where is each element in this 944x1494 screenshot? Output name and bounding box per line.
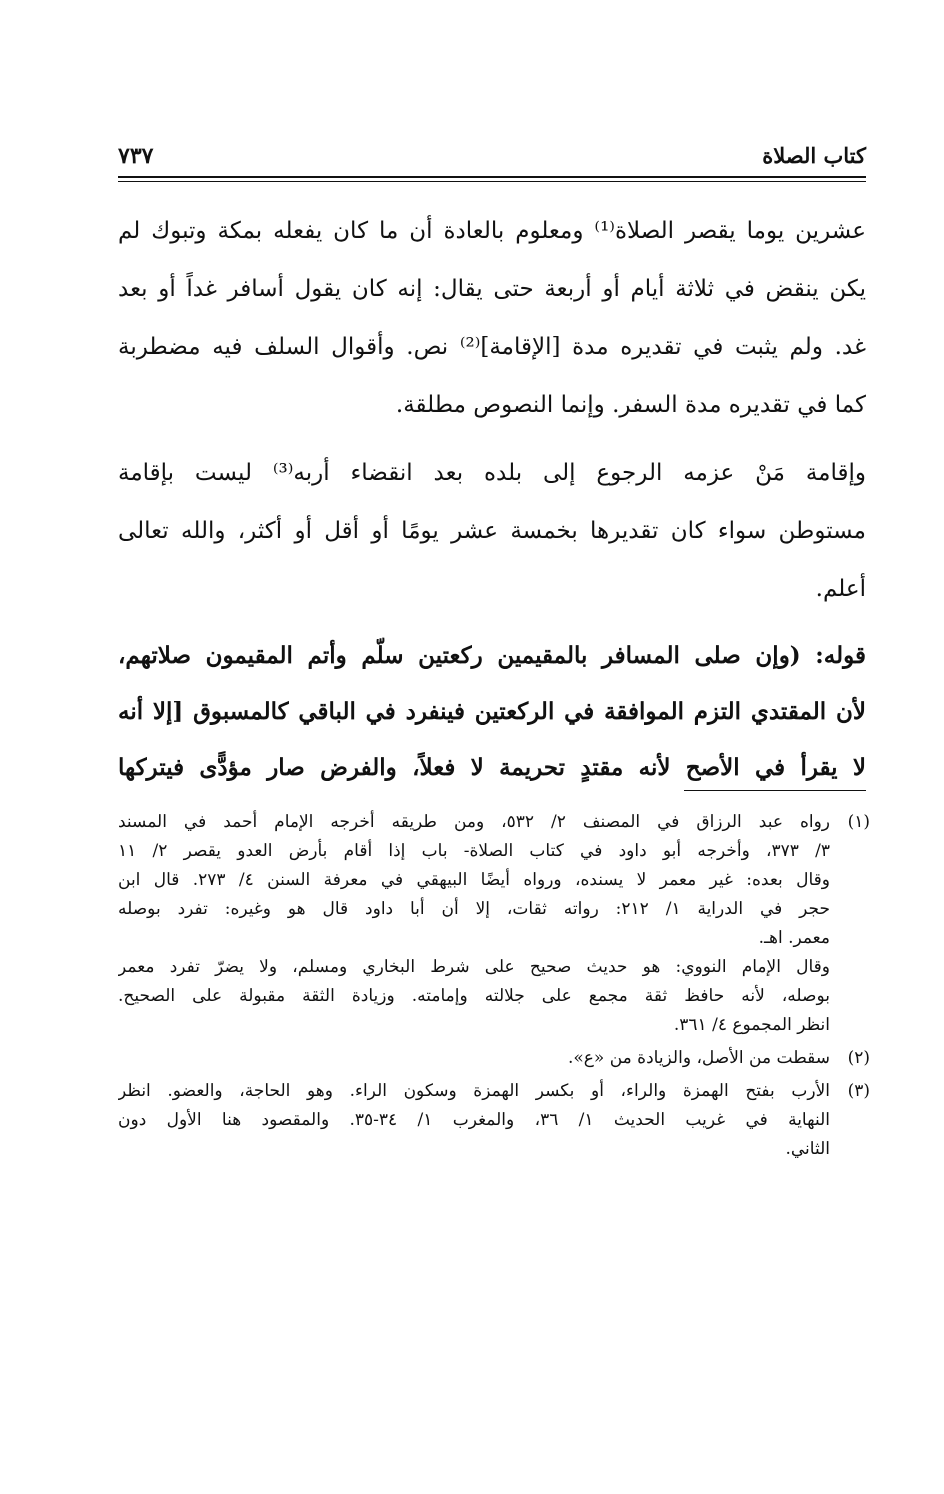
footnote-line: وقال بعده: غير معمر لا يسنده، ورواه أيضًا البيهقي في معرفة السنن ٤/ ٢٧٣. قال ابن [118, 870, 830, 890]
text-line: مستوطن سواء كان تقديرها بخمسة عشر يومًا أو أقل أو أكثر، والله تعالى [118, 518, 866, 544]
paragraph-1 [118, 202, 866, 434]
text-line: يكن ينقض في ثلاثة أيام أو أربعة حتى يقال: إنه كان يقول أسافر غداً أو بعد [118, 276, 866, 302]
page-number: ٧٣٧ [118, 143, 154, 169]
footnote-number: (١) [847, 812, 870, 832]
footnote-line: حجر في الدراية ١/ ٢١٢: رواته ثقات، إلا أن أبا داود قال هو وغيره: تفرد بوصله [118, 899, 830, 919]
footnote-line: وقال الإمام النووي: هو حديث صحيح على شرط البخاري ومسلم، ولا يضرّ تفرد معمر [118, 957, 830, 977]
footnote-2 [118, 1044, 870, 1073]
main-text [118, 202, 866, 796]
footnote-line: انظر المجموع ٤/ ٣٦١. [673, 1015, 830, 1035]
footnote-line: معمر. اهـ. [758, 928, 830, 948]
footnotes [118, 808, 870, 1164]
text-line: غد. ولم يثبت في تقديره مدة [الإقامة]⁽²⁾ نص. وأقوال السلف فيه مضطربة [118, 334, 866, 360]
text-line: عشرين يوما يقصر الصلاة⁽¹⁾ ومعلوم بالعادة أن ما كان يفعله بمكة وتبوك لم [118, 218, 866, 244]
chapter-title: كتاب الصلاة [762, 143, 866, 168]
text-line: أعلم. [815, 576, 866, 602]
footnote-line: سقطت من الأصل، والزيادة من «ع». [567, 1048, 830, 1068]
bold-text-line: لا يقرأ في الأصح لأنه مقتدٍ تحريمة لا فعلاً، والفرض صار مؤدًّى فيتركها [118, 754, 866, 781]
bold-text-line: لأن المقتدي التزم الموافقة في الركعتين فينفرد في الباقي كالمسبوق [إلا أنه [118, 698, 866, 725]
running-header [118, 140, 866, 176]
footnote-line: النهاية في غريب الحديث ١/ ٣٦، والمغرب ١/ ٣٤-٣٥. والمقصود هنا الأول دون [118, 1110, 830, 1130]
footnote-number: (٢) [847, 1048, 870, 1068]
footnote-line: ٣/ ٣٧٣، وأخرجه أبو داود في كتاب الصلاة- باب إذا أقام بأرض العدو يقصر ٢/ ١١ [118, 841, 830, 861]
footnote-separator [684, 790, 866, 791]
paragraph-3 [118, 628, 866, 796]
footnote-line: رواه عبد الرزاق في المصنف ٢/ ٥٣٢، ومن طريقه أخرجه الإمام أحمد في المسند [118, 812, 830, 832]
header-rule [118, 176, 866, 178]
text-line: كما في تقديره مدة السفر. وإنما النصوص مطلقة. [395, 392, 866, 418]
footnote-line: الأرب بفتح الهمزة والراء، أو بكسر الهمزة وسكون الراء. وهو الحاجة، والعضو. انظر [118, 1081, 830, 1101]
paragraph-2 [118, 444, 866, 618]
bold-text-line: قوله: (وإن صلى المسافر بالمقيمين ركعتين سلّم وأتم المقيمون صلاتهم، [118, 642, 866, 669]
footnote-1 [118, 808, 870, 1040]
footnote-line: الثاني. [785, 1139, 830, 1159]
footnote-line: بوصله، لأنه حافظ ثقة مجمع على جلالته وإمامته. وزيادة الثقة مقبولة على الصحيح. [118, 986, 830, 1006]
footnote-number: (٣) [847, 1081, 870, 1101]
header-rule-secondary [118, 181, 866, 182]
text-line: وإقامة مَنْ عزمه الرجوع إلى بلده بعد انقضاء أربه⁽³⁾ ليست بإقامة [118, 460, 866, 486]
footnote-3 [118, 1077, 870, 1164]
